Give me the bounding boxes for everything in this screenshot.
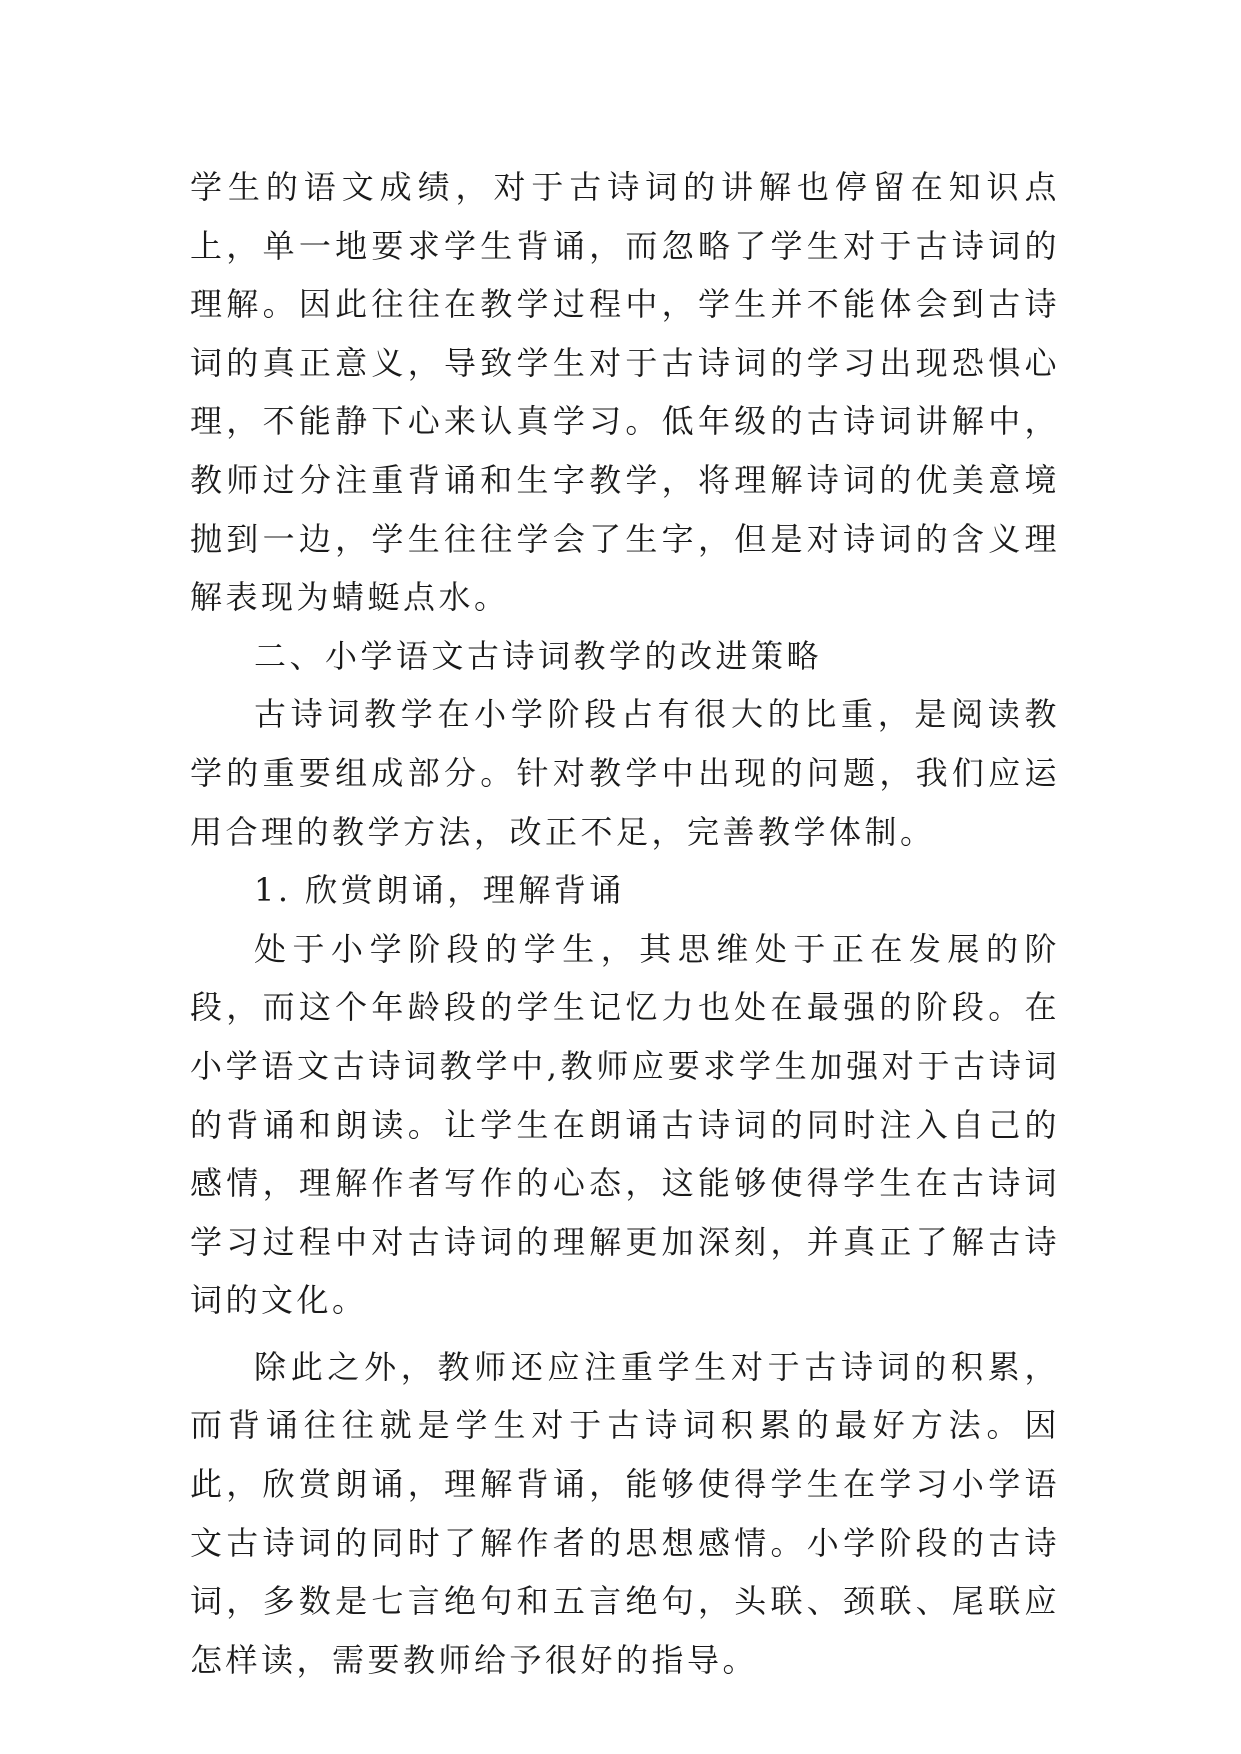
document-body xyxy=(190,158,1060,1689)
paragraph-body: 处于小学阶段的学生，其思维处于正在发展的阶段，而这个年龄段的学生记忆力也处在最强的阶段。在小学语文古诗词教学中,教师应要求学生加强对于古诗词的背诵和朗读。让学生在朗诵古诗词的同时注入自己的感情，理解作者写作的心态，这能够使得学生在古诗词学习过程中对古诗词的理解更加深刻，并真正了解古诗词的文化。 xyxy=(190,929,1060,1320)
paragraph-body: 除此之外，教师还应注重学生对于古诗词的积累，而背诵往往就是学生对于古诗词积累的最好方法。因此，欣赏朗诵，理解背诵，能够使得学生在学习小学语文古诗词的同时了解作者的思想感情。小学阶段的古诗词，多数是七言绝句和五言绝句，头联、颈联、尾联应怎样读，需要教师给予很好的指导。 xyxy=(190,1347,1060,1679)
paragraph-continuation: 学生的语文成绩，对于古诗词的讲解也停留在知识点上，单一地要求学生背诵，而忽略了学生对于古诗词的理解。因此往往在教学过程中，学生并不能体会到古诗词的真正意义，导致学生对于古诗词的学习出现恐惧心理，不能静下心来认真学习。低年级的古诗词讲解中，教师过分注重背诵和生字教学，将理解诗词的优美意境抛到一边，学生往往学会了生字，但是对诗词的含义理解表现为蜻蜓点水。 xyxy=(190,168,1060,617)
subsection-heading: 1. 欣赏朗诵，理解背诵 xyxy=(254,871,625,910)
paragraph-intro: 古诗词教学在小学阶段占有很大的比重，是阅读教学的重要组成部分。针对教学中出现的问题，我们应运用合理的教学方法，改正不足，完善教学体制。 xyxy=(190,695,1060,851)
section-heading: 二、小学语文古诗词教学的改进策略 xyxy=(254,636,823,675)
